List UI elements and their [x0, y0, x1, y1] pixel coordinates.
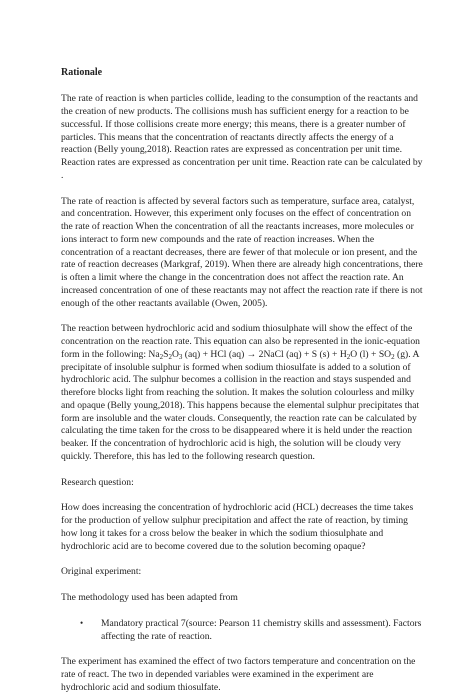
methodology-line: The methodology used has been adapted from: [61, 592, 238, 604]
bullet-icon: •: [80, 617, 84, 628]
original-experiment-label: Original experiment:: [61, 566, 142, 578]
list-item: [80, 617, 424, 644]
paragraph-rate-of-reaction: The rate of reaction is when particles collide, leading to the consumption of the reactants and the creation of new products. The collisions mush has sufficient energy for a reaction to be successful. If those collisions create more energy; this means, there is a greater number of particles. This means that the concentration of reactants directly affects the energy of a reaction (Belly young,2018). Reaction rates are expressed as concentration per unit time. Reaction rates are expressed as concentration per unit time. Reaction rate can be calculated by .: [61, 93, 423, 181]
section-heading: Rationale: [61, 67, 103, 78]
reaction-rest-text: A precipitate of insoluble sulphur is formed when sodium thiosulfate is added to a solution of hydrochloric acid. The sulphur becomes a collision in the reaction and stays suspended and therefore blocks light from reaching the solution. It makes the solution colourless and milky and opaque (Belly young,2018). This happens because the elemental sulphur precipitates that form are insoluble and the water clouds. Consequently, the reaction rate can be calculated by calculating the time taken for the cross to be disappeared where it is held under the reaction beaker. If the concentration of hydrochloric acid is high, the solution will be cloudy very quickly. Therefore, this has led to the following research question.: [61, 348, 420, 462]
reaction-intro-text: The reaction between hydrochloric acid and sodium thiosulphate will show the effect of the concentration on the reaction rate. This equation can also be represented in the ionic-equation form in the following:: [61, 323, 420, 360]
paragraph-experiment-summary: The experiment has examined the effect of two factors temperature and concentration on the rate of react. The two in depended variables were examined in the experiment are hydrochloric acid and sodium thiosulfate.: [61, 656, 416, 693]
source-list: [61, 618, 424, 644]
paragraph-reaction: [61, 323, 424, 463]
paragraph-factors: The rate of reaction is affected by several factors such as temperature, surface area, catalyst, and concentration. However, this experiment only focuses on the effect of concentration on the rate of reaction When the concentration of all the reactants increases, more molecules or ions interact to form new compounds and the rate of reaction increases. When the concentration of a reactant decreases, there are fewer of that molecule or ion present, and the rate of reaction decreases (Markgraf, 2019). When there are already high concentrations, there is often a limit where the change in the concentration does not affect the reaction rate. An increased concentration of one of these reactants may not affect the reaction rate if there is not enough of the other reactants available (Owen, 2005).: [61, 195, 423, 309]
list-item-text: Mandatory practical 7(source: Pearson 11 chemistry skills and assessment). Factors affecting the rate of reaction.: [101, 617, 422, 642]
ionic-equation: $Na_2S_2O_3$ (aq) + HCl (aq) → 2NaCl (aq) + S $(s) + H_2O$ $(l) + SO_2$ (g).: [148, 348, 411, 361]
research-question-label: Research question:: [61, 476, 134, 488]
research-question-text: How does increasing the concentration of hydrochloric acid (HCL) decreases the time takes for the production of yellow sulphur precipitation and affect the rate of reaction, by timing how long it takes for a cross below the beaker in which the sodium thiosulphate and hydrochloric acid are to become covered due to the solution becoming opaque?: [61, 502, 414, 552]
